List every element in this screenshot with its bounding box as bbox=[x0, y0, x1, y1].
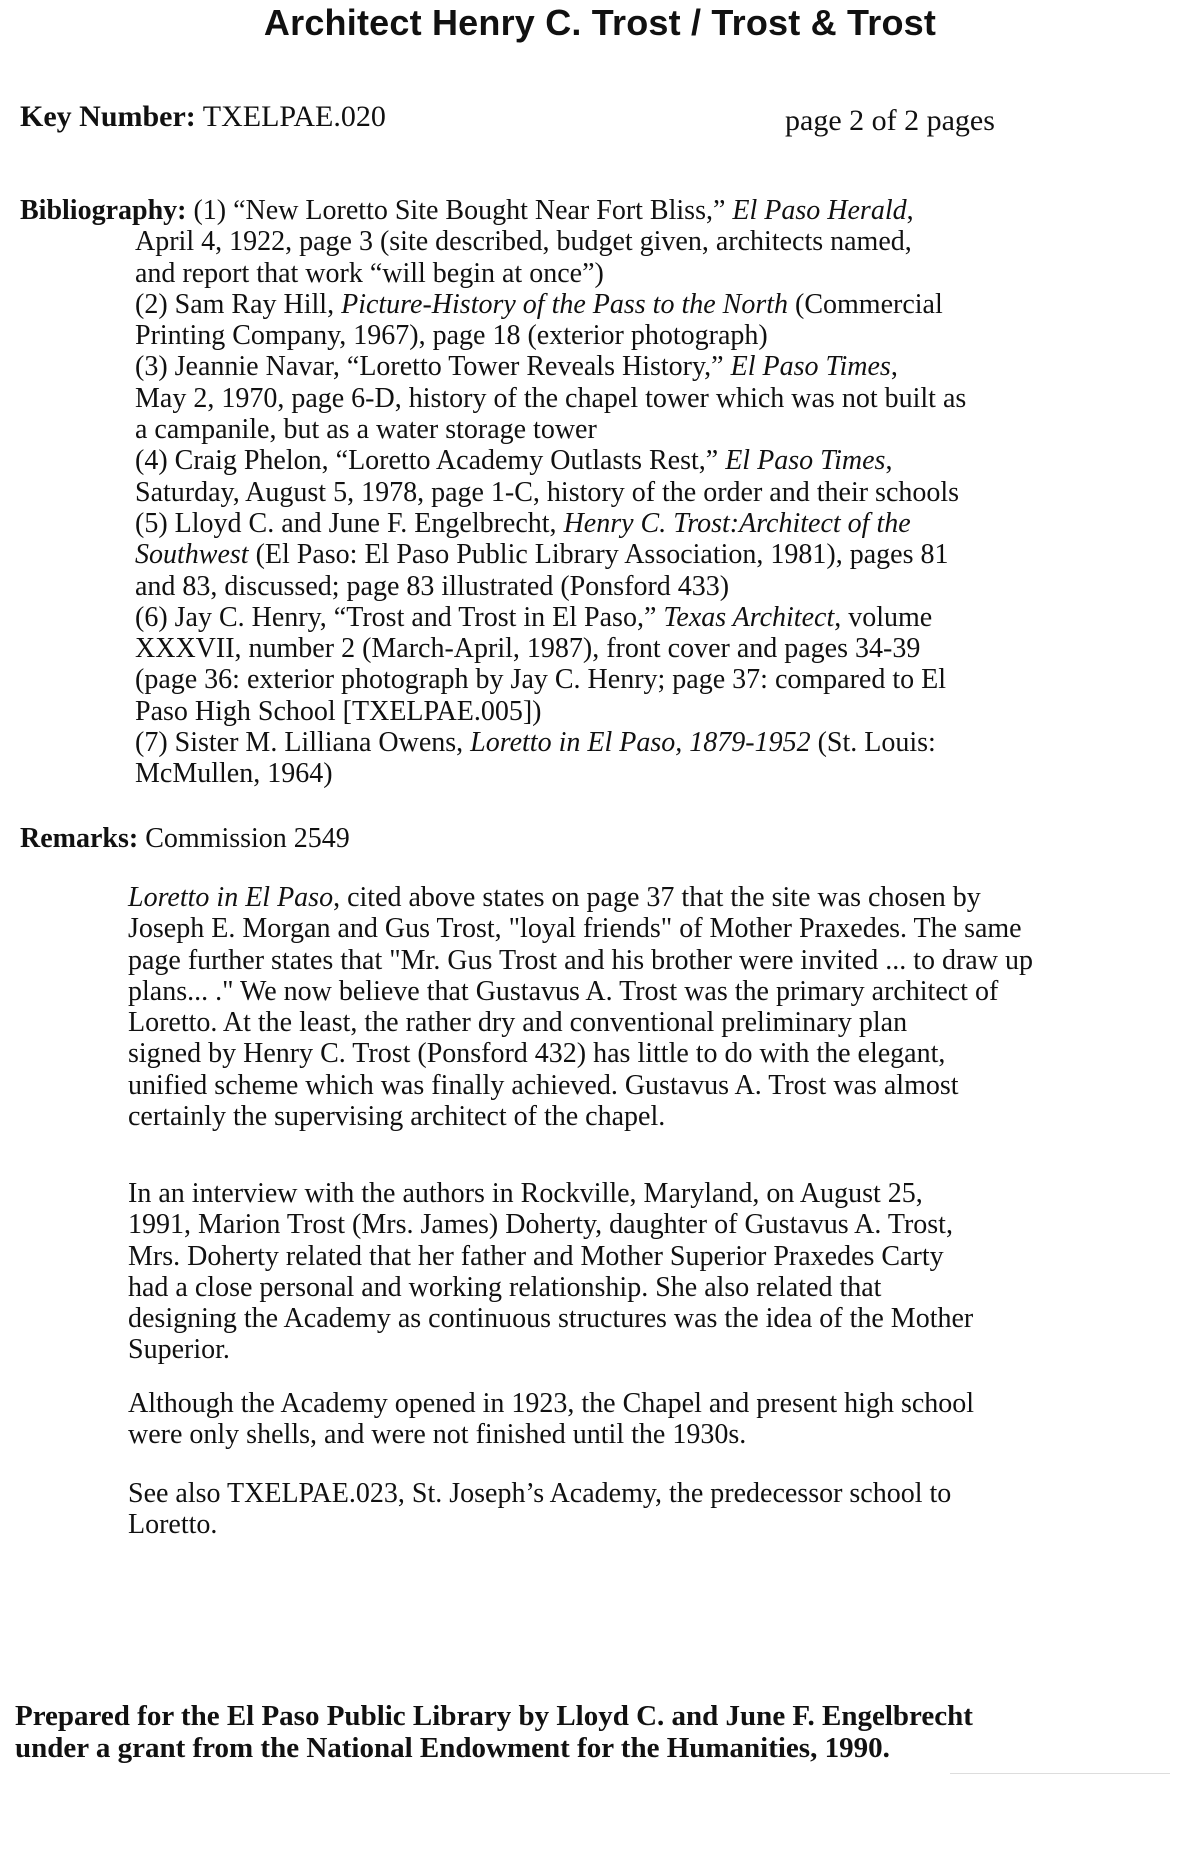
remarks-paragraph-4 bbox=[128, 1478, 1188, 1541]
bibliography-entries bbox=[135, 226, 1190, 789]
bibliography-line: McMullen, 1964) bbox=[135, 758, 333, 790]
remarks-label: Remarks: bbox=[20, 823, 139, 854]
footer-divider bbox=[950, 1773, 1170, 1774]
footer-credit bbox=[15, 1700, 1195, 1764]
footer-line: Prepared for the El Paso Public Library by Lloyd C. and June F. Engelbrecht bbox=[15, 1700, 973, 1732]
bibliography-line: May 2, 1970, page 6-D, history of the chapel tower which was not built as bbox=[135, 382, 967, 414]
remarks-paragraph-3 bbox=[128, 1388, 1188, 1451]
bibliography-line: (7) Sister M. Lilliana Owens, Loretto in El Paso, 1879-1952 (St. Louis: bbox=[135, 727, 936, 759]
bibliography-line: Paso High School [TXELPAE.005]) bbox=[135, 695, 542, 727]
bibliography-line: Printing Company, 1967), page 18 (exterior photograph) bbox=[135, 320, 768, 352]
bibliography-line: Saturday, August 5, 1978, page 1-C, history of the order and their schools bbox=[135, 476, 960, 508]
paragraph-line: Superior. bbox=[128, 1334, 230, 1366]
remarks-heading bbox=[20, 823, 350, 855]
bibliography-line: April 4, 1922, page 3 (site described, budget given, architects named, bbox=[135, 226, 912, 258]
page-indicator: page 2 of 2 pages bbox=[785, 104, 995, 137]
paragraph-line: unified scheme which was finally achieved. Gustavus A. Trost was almost bbox=[128, 1069, 959, 1101]
bibliography-line: Southwest (El Paso: El Paso Public Library Association, 1981), pages 81 bbox=[135, 539, 949, 571]
paragraph-line: signed by Henry C. Trost (Ponsford 432) has little to do with the elegant, bbox=[128, 1038, 946, 1070]
bibliography-label: Bibliography: bbox=[20, 195, 187, 226]
bibliography-section bbox=[20, 195, 1190, 790]
paragraph-line: Mrs. Doherty related that her father and Mother Superior Praxedes Carty bbox=[128, 1240, 944, 1272]
paragraph-line: page further states that "Mr. Gus Trost and his brother were invited ... to draw up bbox=[128, 944, 1033, 976]
paragraph-line: 1991, Marion Trost (Mrs. James) Doherty, daughter of Gustavus A. Trost, bbox=[128, 1209, 953, 1241]
bibliography-line: (4) Craig Phelon, “Loretto Academy Outlasts Rest,” El Paso Times, bbox=[135, 445, 893, 477]
paragraph-line: Loretto. At the least, the rather dry and conventional preliminary plan bbox=[128, 1007, 908, 1039]
key-number bbox=[20, 100, 386, 134]
key-number-label: Key Number: bbox=[20, 100, 196, 133]
remarks-paragraph-2 bbox=[128, 1178, 1188, 1366]
paragraph-line: Joseph E. Morgan and Gus Trost, "loyal friends" of Mother Praxedes. The same bbox=[128, 913, 1022, 945]
bibliography-line: (2) Sam Ray Hill, Picture-History of the Pass to the North (Commercial bbox=[135, 288, 943, 320]
remarks-commission: Commission 2549 bbox=[145, 823, 350, 854]
paragraph-line: were only shells, and were not finished until the 1930s. bbox=[128, 1419, 747, 1451]
paragraph-line: Loretto in El Paso, cited above states on page 37 that the site was chosen by bbox=[128, 882, 981, 913]
bibliography-line: (5) Lloyd C. and June F. Engelbrecht, Henry C. Trost:Architect of the bbox=[135, 507, 911, 539]
bibliography-line: XXXVII, number 2 (March-April, 1987), front cover and pages 34-39 bbox=[135, 633, 921, 665]
key-number-value: TXELPAE.020 bbox=[202, 100, 386, 133]
paragraph-line: plans... ." We now believe that Gustavus A. Trost was the primary architect of bbox=[128, 975, 999, 1007]
paragraph-line: designing the Academy as continuous structures was the idea of the Mother bbox=[128, 1303, 974, 1335]
paragraph-line: See also TXELPAE.023, St. Joseph’s Academy, the predecessor school to bbox=[128, 1478, 952, 1509]
page-title: Architect Henry C. Trost / Trost & Trost bbox=[263, 2, 937, 43]
footer-line: under a grant from the National Endowment for the Humanities, 1990. bbox=[15, 1732, 890, 1764]
bibliography-line: and report that work “will begin at once”) bbox=[135, 257, 604, 289]
paragraph-line: certainly the supervising architect of the chapel. bbox=[128, 1101, 666, 1133]
remarks-paragraph-1 bbox=[128, 882, 1188, 1132]
bibliography-line: (page 36: exterior photograph by Jay C. Henry; page 37: compared to El bbox=[135, 664, 946, 696]
bibliography-line: a campanile, but as a water storage tower bbox=[135, 414, 597, 446]
paragraph-line: Loretto. bbox=[128, 1509, 218, 1541]
paragraph-line: In an interview with the authors in Rockville, Maryland, on August 25, bbox=[128, 1178, 923, 1209]
bibliography-entry-1-start: (1) “New Loretto Site Bought Near Fort Bliss,” El Paso Herald, bbox=[193, 195, 914, 226]
bibliography-line: (6) Jay C. Henry, “Trost and Trost in El Paso,” Texas Architect, volume bbox=[135, 601, 933, 633]
bibliography-line: and 83, discussed; page 83 illustrated (Ponsford 433) bbox=[135, 570, 730, 602]
bibliography-first-line bbox=[20, 195, 1190, 226]
bibliography-line: (3) Jeannie Navar, “Loretto Tower Reveals History,” El Paso Times, bbox=[135, 351, 898, 383]
paragraph-line: had a close personal and working relationship. She also related that bbox=[128, 1271, 882, 1303]
paragraph-line: Although the Academy opened in 1923, the Chapel and present high school bbox=[128, 1388, 975, 1419]
